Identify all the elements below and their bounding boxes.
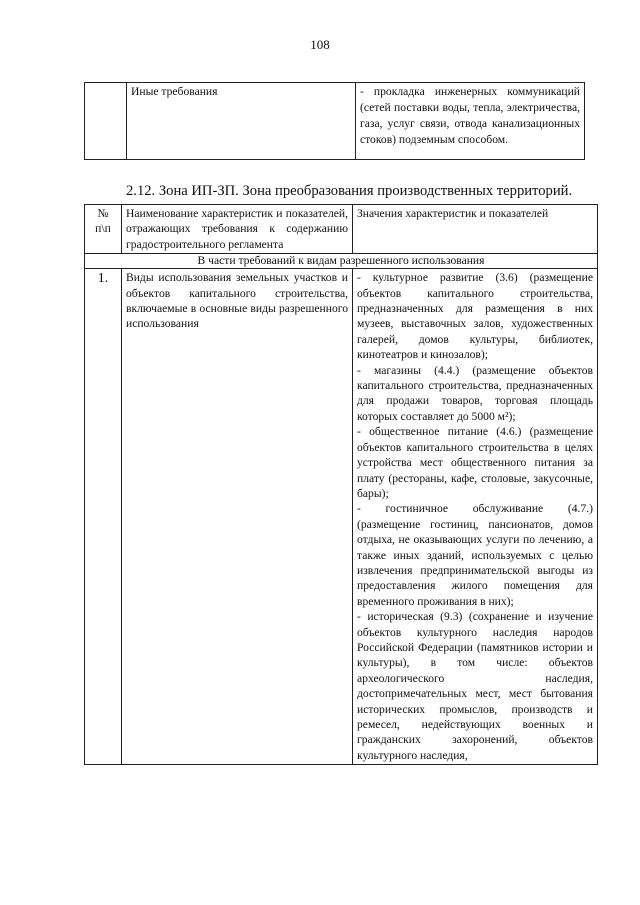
zone-requirements-table: [84, 204, 598, 765]
row-number: 1.: [85, 269, 122, 765]
header-value: Значения характеристик и показателей: [353, 205, 598, 254]
continuation-table: [84, 82, 585, 160]
requirement-label: Иные требования: [127, 83, 356, 160]
list-item: - историческая (9.3) (сохранение и изучение объектов культурного наследия народов Российской Федерации (памятников истории и культуры), в том числе: объектов археологического наследия, достопримечательных мест, мест бытования исторических промыслов, производств и ремесел, недействующих военных и гражданских захоронений, объектов культурного наследия,: [357, 610, 593, 762]
header-number: [85, 205, 122, 254]
page-number: 108: [310, 37, 330, 52]
row-values: [353, 269, 598, 765]
list-item: - общественное питание (4.6.) (размещение объектов капитального строительства в целях устройства мест общественного питания за плату (рестораны, кафе, столовые, закусочные, бары);: [357, 425, 593, 500]
header-number-text: № п\п: [95, 207, 111, 236]
header-name: Наименование характеристик и показателей, отражающих требования к содержанию градостроительного регламента: [122, 205, 353, 254]
list-item: - гостиничное обслуживание (4.7.) (размещение гостиниц, пансионатов, домов отдыха, не оказывающих услуги по лечению, а также иных зданий, используемых с целью извлечения предпринимательской выгоды из предоставления жилого помещения для временного проживания в них);: [357, 502, 593, 608]
list-item: - культурное развитие (3.6) (размещение объектов капитального строительства, предназначенных для размещения в них музеев, выставочных залов, художественных галерей, домов культуры, библиотек, кинотеатров и кинозалов);: [357, 271, 593, 362]
table-header-row: [85, 205, 598, 254]
table-row: [85, 269, 598, 765]
row-name: Виды использования земельных участков и объектов капитального строительства, включаемые в основные виды разрешенного использования: [122, 269, 353, 765]
number-cell: [85, 83, 127, 160]
table-subheader-row: [85, 254, 598, 269]
subheader: В части требований к видам разрешенного использования: [85, 254, 598, 269]
list-item: - магазины (4.4.) (размещение объектов капитального строительства, предназначенных для продажи товаров, торговая площадь которых составляет до 5000 м²);: [357, 363, 593, 423]
table-row: [85, 83, 585, 160]
requirement-value: - прокладка инженерных коммуникаций (сетей поставки воды, тепла, электричества, газа, услуг связи, отвода канализационных стоков) подземным способом.: [356, 83, 585, 160]
section-title: 2.12. Зона ИП-ЗП. Зона преобразования производственных территорий.: [126, 183, 573, 199]
